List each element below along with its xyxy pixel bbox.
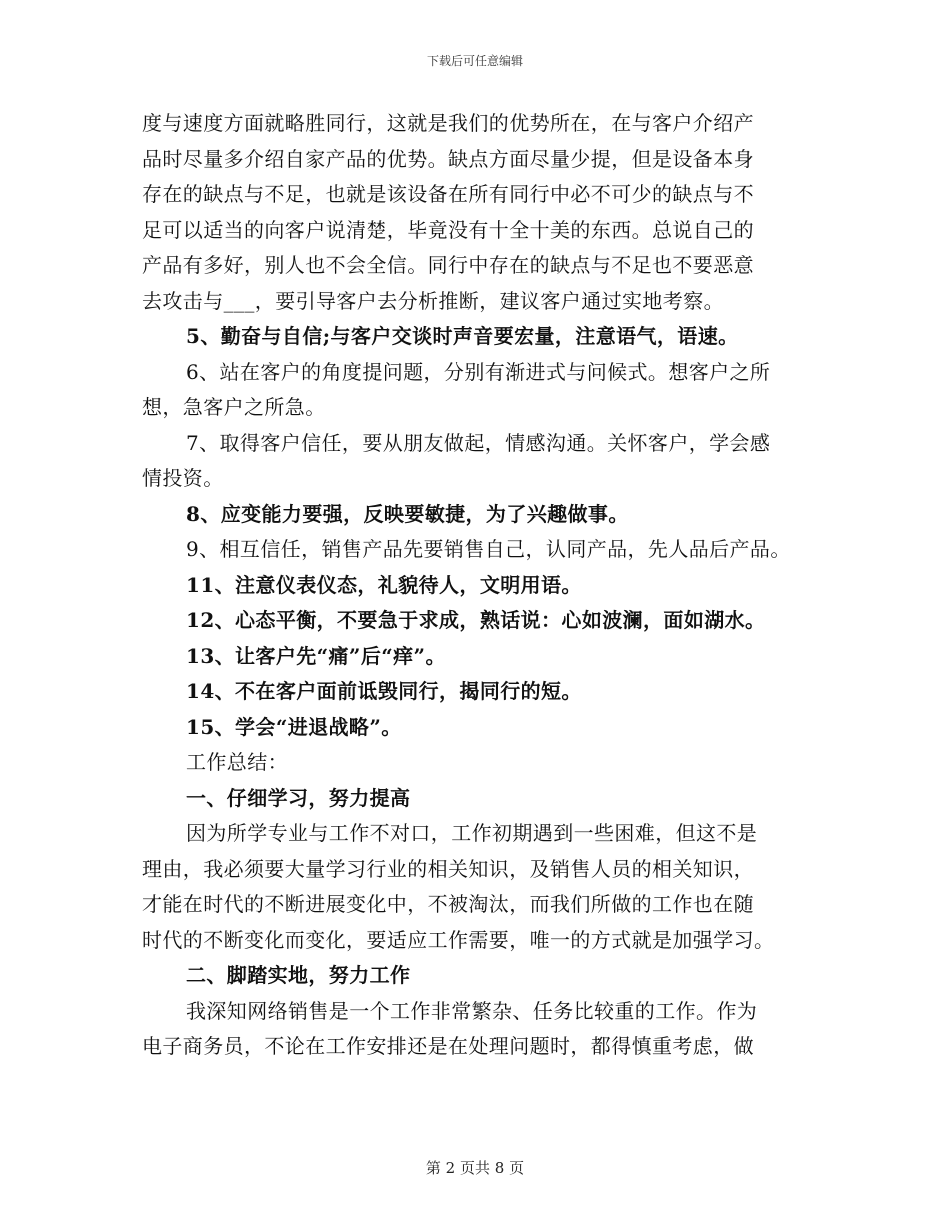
text-line: 足可以适当的向客户说清楚，毕竟没有十全十美的东西。总说自己的 xyxy=(142,217,754,242)
text-line: 产品有多好，别人也不会全信。同行中存在的缺点与不足也不要恶意 xyxy=(142,253,754,277)
heading-line: 12、心态平衡，不要急于求成，熟话说：心如波澜，面如湖水。 xyxy=(186,608,766,632)
heading-line: 8、应变能力要强，反映要敏捷，为了兴趣做事。 xyxy=(186,501,629,526)
text-line: 情投资。 xyxy=(142,466,224,490)
heading-line: 二、脚踏实地，努力工作 xyxy=(186,963,411,987)
heading-line: 14、不在客户面前诋毁同行，揭同行的短。 xyxy=(186,679,582,703)
text-line: 品时尽量多介绍自家产品的优势。缺点方面尽量少提，但是设备本身 xyxy=(142,146,754,171)
text-line: 理由，我必须要大量学习行业的相关知识，及销售人员的相关知识， xyxy=(142,856,754,881)
page-footer: 第 2 页共 8 页 xyxy=(425,1159,525,1177)
heading-line: 13、让客户先“痛”后“痒”。 xyxy=(186,643,446,668)
text-line: 9、相互信任，销售产品先要销售自己，认同产品，先人品后产品。 xyxy=(186,537,791,561)
text-line: 才能在时代的不断进展变化中，不被淘汰，而我们所做的工作也在随 xyxy=(142,892,754,916)
text-line: 6、站在客户的角度提问题，分别有渐进式与问候式。想客户之所 xyxy=(186,359,771,384)
text-line: 7、取得客户信任，要从朋友做起，情感沟通。关怀客户，学会感 xyxy=(186,430,771,455)
text-line: 想，急客户之所急。 xyxy=(142,395,326,419)
heading-line: 15、学会“进退战略”。 xyxy=(186,714,402,739)
document-body xyxy=(142,106,812,1065)
text-line: 因为所学专业与工作不对口，工作初期遇到一些困难，但这不是 xyxy=(186,821,758,845)
text-line: 电子商务员，不论在工作安排还是在处理问题时，都得慎重考虑，做 xyxy=(142,1034,754,1058)
text-line: 去攻击与___，要引导客户去分析推断，建议客户通过实地考察。 xyxy=(142,288,724,313)
heading-line: 11、注意仪表仪态，礼貌待人，文明用语。 xyxy=(186,572,582,597)
page-header: 下载后可任意编辑 xyxy=(426,54,523,68)
heading-line: 5、勤奋与自信;与客户交谈时声音要宏量，注意语气，语速。 xyxy=(186,324,739,348)
text-line: 度与速度方面就略胜同行，这就是我们的优势所在，在与客户介绍产 xyxy=(142,111,754,135)
heading-line: 一、仔细学习，努力提高 xyxy=(186,785,411,810)
text-line: 时代的不断变化而变化，要适应工作需要，唯一的方式就是加强学习。 xyxy=(142,927,775,952)
text-line: 工作总结： xyxy=(186,750,288,774)
text-line: 存在的缺点与不足，也就是该设备在所有同行中必不可少的缺点与不 xyxy=(142,182,754,206)
text-line: 我深知网络销售是一个工作非常繁杂、任务比较重的工作。作为 xyxy=(186,998,758,1023)
